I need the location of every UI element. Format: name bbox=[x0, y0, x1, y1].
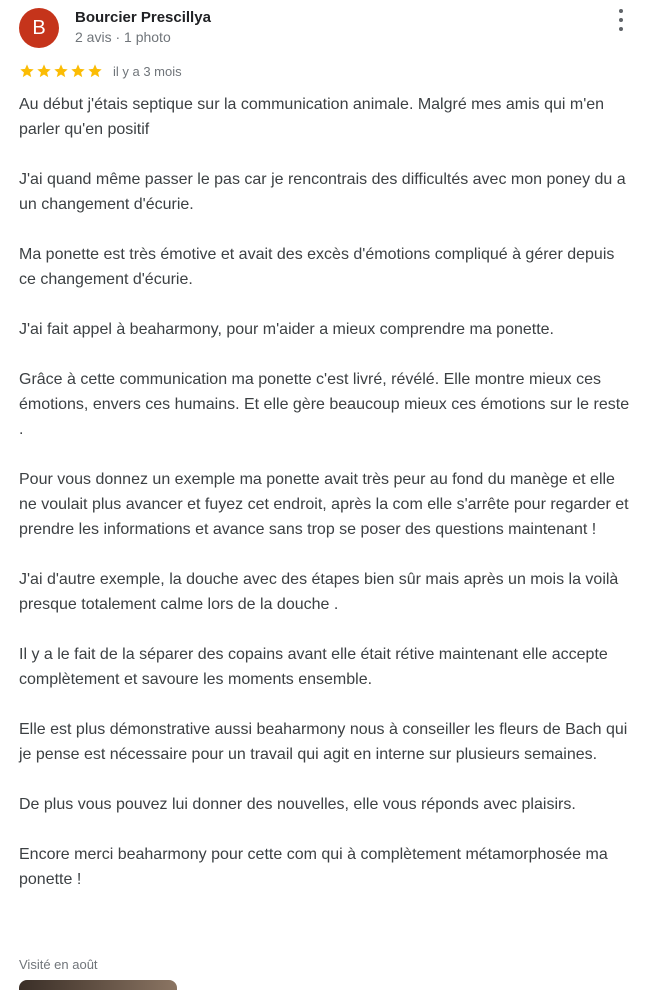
review-paragraph: Au début j'étais septique sur la communication animale. Malgré mes amis qui m'en parler qu'en positif bbox=[19, 96, 605, 138]
review-photo-thumbnail[interactable] bbox=[19, 980, 177, 990]
star-icon bbox=[70, 63, 86, 79]
star-icon bbox=[36, 63, 52, 79]
review-paragraph: De plus vous pouvez lui donner des nouvelles, elle vous réponds avec plaisirs. bbox=[19, 796, 576, 813]
menu-dot bbox=[619, 27, 623, 31]
review-text bbox=[19, 92, 634, 917]
star-icon bbox=[19, 63, 35, 79]
reviewer-name[interactable]: Bourcier Prescillya bbox=[75, 9, 211, 26]
review-paragraph: J'ai fait appel à beaharmony, pour m'aider a mieux comprendre ma ponette. bbox=[19, 321, 554, 338]
review-paragraph: J'ai quand même passer le pas car je rencontrais des difficultés avec mon poney du a un changement d'écurie. bbox=[19, 171, 626, 213]
review-paragraph: J'ai d'autre exemple, la douche avec des étapes bien sûr mais après un mois la voilà presque totalement calme lors de la douche . bbox=[19, 571, 619, 613]
review-paragraph: Il y a le fait de la séparer des copains avant elle était rétive maintenant elle accepte complètement et savoure les moments ensemble. bbox=[19, 646, 608, 688]
menu-dot bbox=[619, 18, 623, 22]
review-paragraph: Elle est plus démonstrative aussi beaharmony nous à conseiller les fleurs de Bach qui je pense est nécessaire pour un travail qui agit en interne sur plusieurs semaines. bbox=[19, 721, 628, 763]
star-icon bbox=[53, 63, 69, 79]
review-time: il y a 3 mois bbox=[113, 63, 182, 79]
rating-row bbox=[19, 61, 182, 81]
review-paragraph: Pour vous donnez un exemple ma ponette avait très peur au fond du manège et elle ne voulait plus avancer et fuyez cet endroit, après la com elle s'arrête pour regarder et prendre les informations et avance sans trop se poser des questions maintenant ! bbox=[19, 471, 629, 538]
visited-date: Visité en août bbox=[19, 957, 98, 972]
review-paragraph: Encore merci beaharmony pour cette com qui à complètement métamorphosée ma ponette ! bbox=[19, 846, 608, 888]
review-header bbox=[19, 8, 650, 52]
avatar[interactable]: B bbox=[19, 8, 59, 48]
reviewer-meta: 2 avis · 1 photo bbox=[75, 29, 171, 45]
menu-dot bbox=[619, 9, 623, 13]
review-paragraph: Ma ponette est très émotive et avait des excès d'émotions compliqué à gérer depuis ce changement d'écurie. bbox=[19, 246, 615, 288]
star-icon bbox=[87, 63, 103, 79]
more-vert-icon[interactable] bbox=[609, 6, 633, 34]
review-paragraph: Grâce à cette communication ma ponette c'est livré, révélé. Elle montre mieux ces émotions, envers ces humains. Et elle gère beaucoup mieux ces émotions sur le reste . bbox=[19, 371, 630, 438]
star-rating bbox=[19, 63, 103, 79]
